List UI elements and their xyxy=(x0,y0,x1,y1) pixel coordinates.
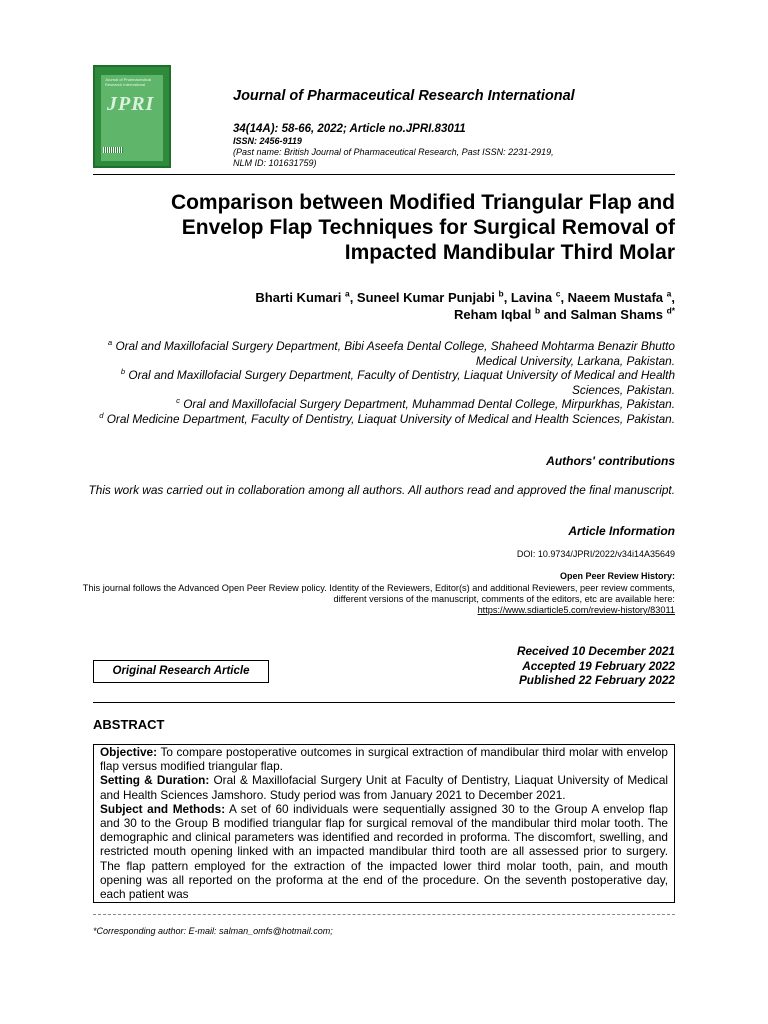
received-date: Received 10 December 2021 xyxy=(516,644,675,658)
journal-cover-image xyxy=(93,65,171,168)
abstract-box xyxy=(93,744,675,903)
abstract-rule xyxy=(93,702,675,703)
cover-title: Journal of Pharmaceutical Research International xyxy=(105,77,152,87)
author: Salman Shams $^{d*}$ xyxy=(570,305,675,322)
affiliation: $^a$ Oral and Maxillofacial Surgery Department, Bibi Aseefa Dental College, Shaheed Mohtarma Benazir Bhutto Medical University, Larkana, Pakistan. xyxy=(107,338,675,368)
journal-name: Journal of Pharmaceutical Research International xyxy=(233,88,575,104)
published-date: Published 22 February 2022 xyxy=(518,673,675,687)
cover-logo: JPRI xyxy=(107,93,155,115)
author: Lavina $^c$, xyxy=(510,288,568,305)
affiliations xyxy=(75,339,675,426)
journal-past-name: (Past name: British Journal of Pharmaceutical Research, Past ISSN: 2231-2919, NLM ID: 101631759) xyxy=(233,147,554,168)
abstract-setting: Setting & Duration: Oral & Maxillofacial Surgery Unit at Faculty of Dentistry, Liaquat University of Medical and Health Sciences Jamshoro. Study period was from January 2021 to December 2021. xyxy=(100,773,668,802)
corresponding-author: *Corresponding author: E-mail: salman_omfs@hotmail.com; xyxy=(93,926,333,936)
abstract-methods: Subject and Methods: A set of 60 individuals were sequentially assigned 30 to the Group A envelop flap and 30 to the Group B modified triangular flap for surgical removal of the mandibular third molar tooth. The demographic and clinical parameters was identified and recorded in proforma. The discomfort, swelling, and restricted mouth opening linked with an impacted mandibular third tooth are all assessed prior to surgery. The flap pattern employed for the extraction of the impacted lower third molar tooth, pain, and mouth opening was all reported on the proforma at the end of the procedure. On the seventh postoperative day, each patient was xyxy=(100,801,668,902)
header-rule xyxy=(93,174,675,175)
accepted-date: Accepted 19 February 2022 xyxy=(522,658,675,673)
peer-review-text: This journal follows the Advanced Open Peer Review policy. Identity of the Reviewers, Editor(s) and additional Reviewers, peer review comments, different versions of the manuscript, comments of the editors, etc are available here: https://www.sdiarticle5.com/review-history/83011 xyxy=(82,583,675,615)
peer-review-heading: Open Peer Review History: xyxy=(559,571,675,581)
author: Naeem Mustafa $^a$, xyxy=(567,288,675,305)
author-list xyxy=(115,289,675,323)
article-dates xyxy=(425,644,675,688)
review-history-link[interactable]: https://www.sdiarticle5.com/review-history/83011 xyxy=(477,605,675,615)
journal-volume: 34(14A): 58-66, 2022; Article no.JPRI.83011 xyxy=(233,123,466,135)
abstract-objective: Objective: To compare postoperative outcomes in surgical extraction of mandibular third molar with envelop flap versus modified triangular flap. xyxy=(100,745,668,774)
article-type-badge: Original Research Article xyxy=(93,660,269,683)
doi: DOI: 10.9734/JPRI/2022/v34i14A35649 xyxy=(516,549,675,559)
contributions-heading: Authors' contributions xyxy=(546,454,675,468)
affiliation: $^b$ Oral and Maxillofacial Surgery Department, Faculty of Dentistry, Liaquat University of Medical and Health Sciences, Pakistan. xyxy=(120,367,675,397)
article-title: Comparison between Modified Triangular Flap and Envelop Flap Techniques for Surgical Removal of Impacted Mandibular Third Molar xyxy=(170,191,675,264)
affiliation: $^d$ Oral Medicine Department, Faculty of Dentistry, Liaquat University of Medical and Health Sciences, Pakistan. xyxy=(99,410,675,426)
affiliation: $^c$ Oral and Maxillofacial Surgery Department, Muhammad Dental College, Mirpurkhas, Pakistan. xyxy=(176,396,675,411)
author: Reham Iqbal $^b$ and xyxy=(454,305,571,322)
article-info-heading: Article Information xyxy=(568,524,675,538)
footnote-rule xyxy=(93,914,675,915)
abstract-heading: ABSTRACT xyxy=(93,717,165,732)
author: Bharti Kumari $^a$, xyxy=(255,288,357,305)
cover-barcode xyxy=(103,147,123,153)
journal-issn: ISSN: 2456-9119 xyxy=(233,136,302,146)
contributions-text: This work was carried out in collaboration among all authors. All authors read and approved the final manuscript. xyxy=(88,483,675,497)
author: Suneel Kumar Punjabi $^b$, xyxy=(356,288,511,305)
